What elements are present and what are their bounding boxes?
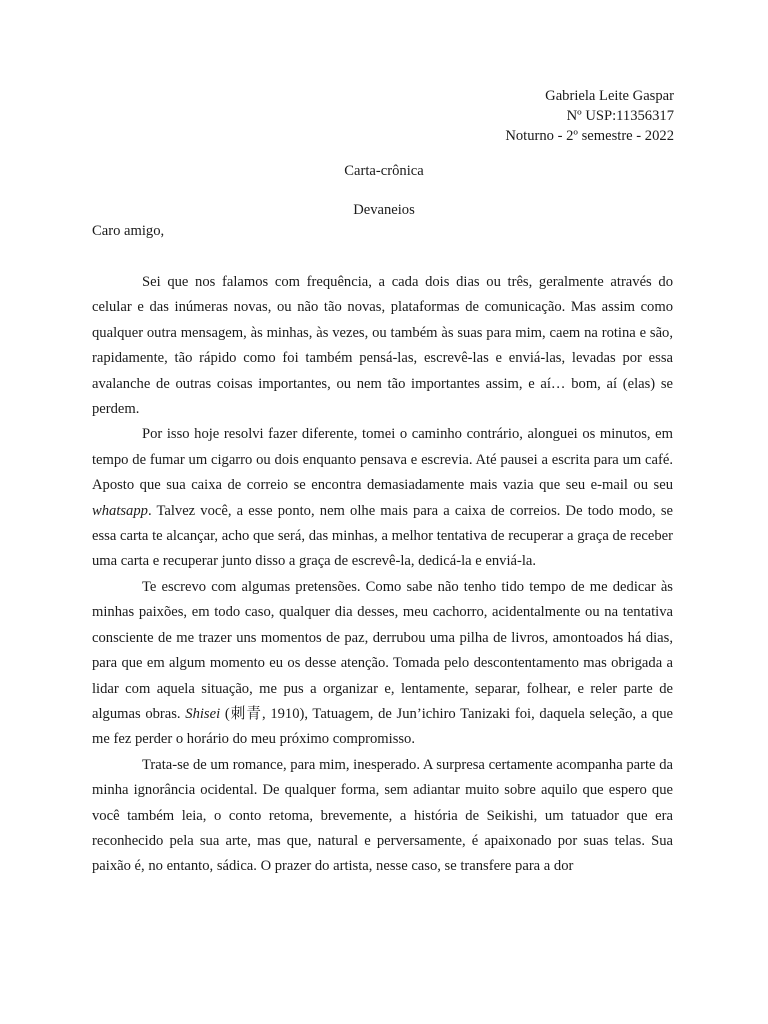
letter-body	[92, 270, 673, 880]
author-name: Gabriela Leite Gaspar	[545, 88, 674, 104]
paragraph-2-text-a: Por isso hoje resolvi fazer diferente, tomei o caminho contrário, alonguei os minutos, em tempo de fumar um cigarro ou dois enquanto pensava e escrevia. Até pausei a escrita para um café. Aposto que sua caixa de correio se encontra demasiadamente mais vazia que seu e-mail ou seu	[92, 426, 673, 494]
paragraph-2-text-b: . Talvez você, a esse ponto, nem olhe mais para a caixa de correios. De todo modo, se essa carta te alcançar, acho que será, das minhas, a melhor tentativa de recuperar a graça de receber uma carta e recuperar junto disso a graça de escrevê-la, dedicá-la e enviá-la.	[92, 502, 673, 570]
paragraph-2-italic: whatsapp	[92, 502, 148, 519]
student-number: Nº USP:11356317	[566, 108, 674, 124]
author-header	[505, 86, 674, 146]
paragraph-1: Sei que nos falamos com frequência, a cada dois dias ou três, geralmente através do celular e das inúmeras novas, ou não tão novas, plataformas de comunicação. Mas assim como qualquer outra mensagem, às minhas, às vezes, ou também às suas para mim, caem na rotina e são, rapidamente, tão rápido como foi também pensá-las, escrevê-las e enviá-las, levadas por essa avalanche de outras coisas importantes, ou nem tão importantes assim, e aí… bom, aí (elas) se perdem.	[92, 274, 673, 418]
document-title: Devaneios	[353, 202, 415, 218]
greeting: Caro amigo,	[92, 223, 165, 239]
paragraph-3-italic: Shisei	[185, 705, 221, 722]
document-type: Carta-crônica	[344, 163, 424, 179]
paragraph-4: Trata-se de um romance, para mim, inesperado. A surpresa certamente acompanha parte da minha ignorância ocidental. De qualquer forma, sem adiantar muito sobre aquilo que espero que você também leia, o conto retoma, brevemente, a história de Seikishi, um tatuador que era reconhecido pela sua arte, mas que, natural e perversamente, é apaixonado por suas telas. Sua paixão é, no entanto, sádica. O prazer do artista, nesse caso, se transfere para a dor	[92, 756, 673, 875]
paragraph-3	[92, 575, 673, 753]
paragraph-3-text-a: Te escrevo com algumas pretensões. Como sabe não tenho tido tempo de me dedicar às minhas paixões, em todo caso, qualquer dia desses, meu cachorro, acidentalmente ou na tentativa consciente de me trazer uns momentos de paz, derrubou uma pilha de livros, amontoados há dias, para que em algum momento eu os desse atenção. Tomada pelo descontentamento mas obrigada a lidar com aquela situação, me pus a organizar e, lentamente, separar, folhear, e reler parte de algumas obras.	[92, 578, 673, 722]
paragraph-3-text-b: (刺青, 1910), Tatuagem, de Jun’ichiro Tanizaki foi, daquela seleção, a que me fez perder o horário do meu próximo compromisso.	[92, 705, 673, 748]
paragraph-2	[92, 422, 673, 574]
course-period: Noturno - 2º semestre - 2022	[505, 128, 674, 144]
